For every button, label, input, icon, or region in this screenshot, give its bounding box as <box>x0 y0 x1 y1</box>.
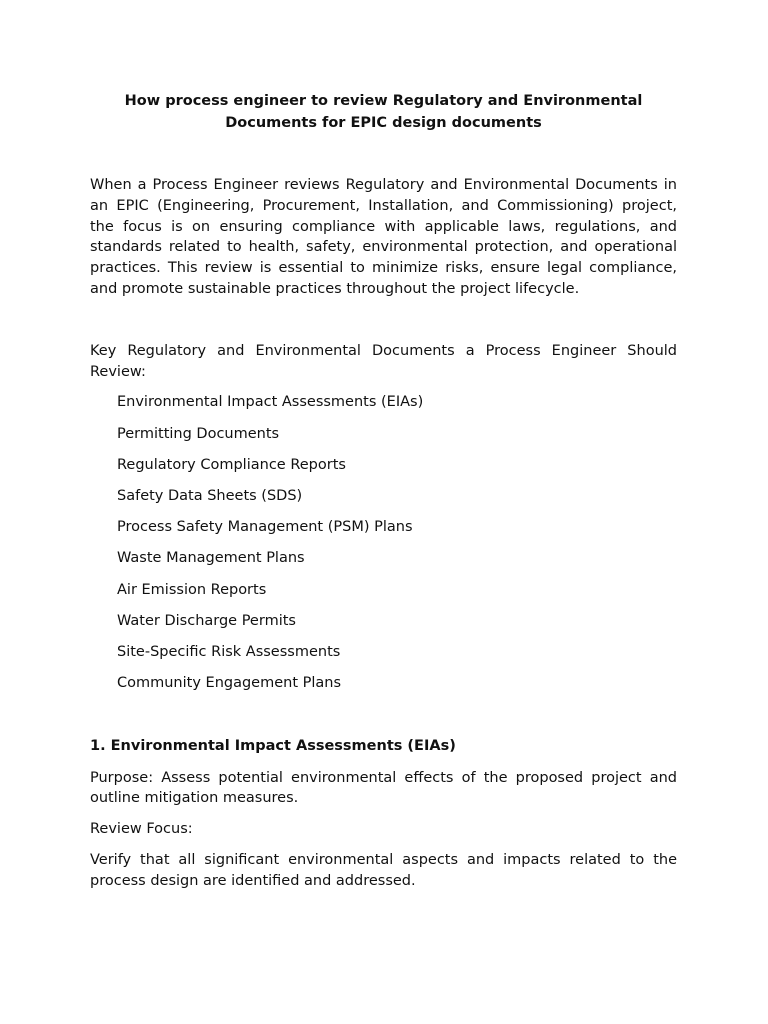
eia-review-focus-text: Verify that all significant environmental aspects and impacts related to the process design are identified and addressed. <box>90 852 677 889</box>
list-item: Waste Management Plans <box>117 550 305 567</box>
list-item: Air Emission Reports <box>117 581 267 598</box>
document-content <box>90 90 677 892</box>
list-item: Process Safety Management (PSM) Plans <box>117 519 413 536</box>
review-document-list <box>90 392 677 693</box>
section-heading-eia: 1. Environmental Impact Assessments (EIAs) <box>90 737 456 754</box>
list-item: Safety Data Sheets (SDS) <box>117 487 303 504</box>
list-item: Regulatory Compliance Reports <box>117 456 346 473</box>
key-documents-heading: Key Regulatory and Environmental Documents a Process Engineer Should Review: <box>90 342 677 380</box>
intro-paragraph: When a Process Engineer reviews Regulatory and Environmental Documents in an EPIC (Engineering, Procurement, Installation, and Commissioning) project, the focus is on ensuring compliance with applicable laws, regulations, and standards related to health, safety, environmental protection, and operational practices. This review is essential to minimize risks, ensure legal compliance, and promote sustainable practices throughout the project lifecycle. <box>90 177 677 297</box>
list-item: Site-Specific Risk Assessments <box>117 643 341 660</box>
list-item: Permitting Documents <box>117 425 280 442</box>
list-item: Community Engagement Plans <box>117 675 342 692</box>
list-item: Environmental Impact Assessments (EIAs) <box>117 394 424 411</box>
list-item: Water Discharge Permits <box>117 612 296 629</box>
document-title: How process engineer to review Regulatory and Environmental Documents for EPIC design documents <box>124 93 643 131</box>
eia-review-focus-label: Review Focus: <box>90 821 193 838</box>
eia-purpose-paragraph: Purpose: Assess potential environmental effects of the proposed project and outline mitigation measures. <box>90 769 677 807</box>
